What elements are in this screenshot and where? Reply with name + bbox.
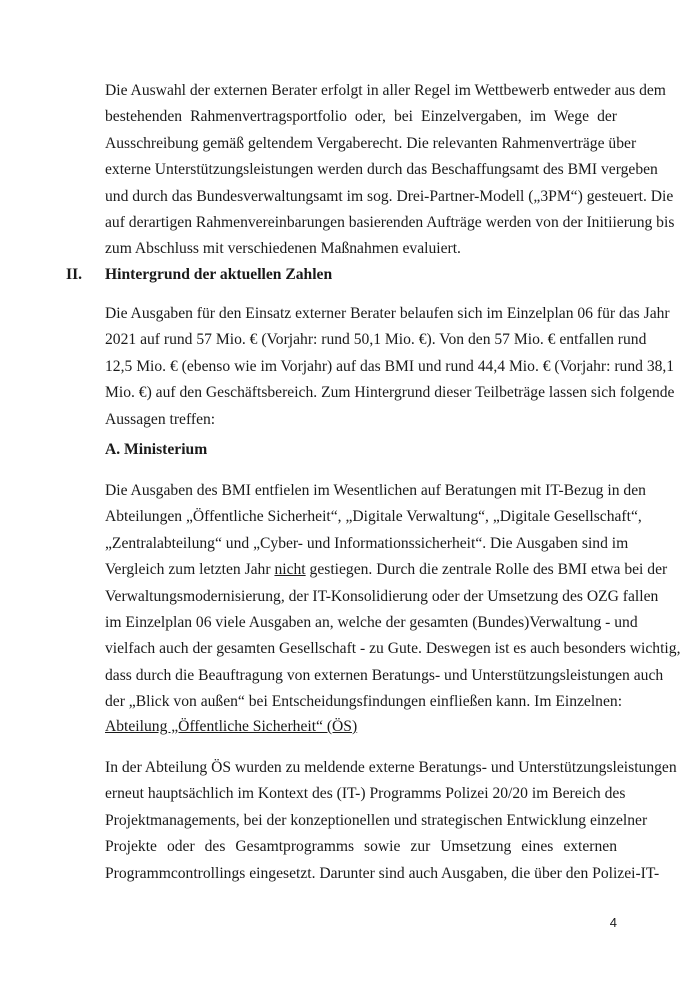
text-line: Projekte oder des Gesamtprogramms sowie zur Umsetzung eines externen xyxy=(105,838,617,856)
section-title: Hintergrund der aktuellen Zahlen xyxy=(105,266,333,283)
paragraph-ministry xyxy=(105,478,681,716)
text-line: Mio. €) auf den Geschäftsbereich. Zum Hintergrund dieser Teilbeträge lassen sich folgende xyxy=(105,384,675,402)
text-line: zum Abschluss mit verschiedenen Maßnahmen evaluiert. xyxy=(105,240,461,258)
text-line: Aussagen treffen: xyxy=(105,410,216,428)
text-line: dass durch die Beauftragung von externen Beratungs- und Unterstützungsleistungen auch xyxy=(105,666,664,684)
page-number: 4 xyxy=(609,915,617,930)
text-line: auf derartigen Rahmenvereinbarungen basierenden Aufträge werden von der Initiierung bis xyxy=(105,214,675,232)
text-line: externe Unterstützungsleistungen werden durch das Beschaffungsamt des BMI vergeben xyxy=(105,161,658,179)
text-line: bestehenden Rahmenvertragsportfolio oder, bei Einzelvergaben, im Wege der xyxy=(105,108,617,126)
text-line: Abteilungen „Öffentliche Sicherheit“, „Digitale Verwaltung“, „Digitale Gesellschaft“, xyxy=(105,508,642,526)
text-line: Die Auswahl der externen Berater erfolgt in aller Regel im Wettbewerb entweder aus dem xyxy=(105,82,666,99)
underlined-emphasis: nicht xyxy=(274,561,306,579)
text-line: In der Abteilung ÖS wurden zu meldende externe Beratungs- und Unterstützungsleistungen xyxy=(105,759,677,776)
text-line: im Einzelplan 06 viele Ausgaben an, welche der gesamten (Bundes)Verwaltung - und xyxy=(105,614,638,632)
text-line: 2021 auf rund 57 Mio. € (Vorjahr: rund 50,1 Mio. €). Von den 57 Mio. € entfallen rund xyxy=(105,331,647,349)
department-subheading: Abteilung „Öffentliche Sicherheit“ (ÖS) xyxy=(105,718,358,735)
text-fragment: Vergleich zum letzten Jahr xyxy=(105,561,275,579)
paragraph-expenditure-figures xyxy=(105,301,675,433)
paragraph-selection-process xyxy=(105,78,675,263)
text-line: Die Ausgaben des BMI entfielen im Wesentlichen auf Beratungen mit IT-Bezug in den xyxy=(105,482,646,499)
text-line: Projektmanagements, bei der konzeptionellen und strategischen Entwicklung einzelner xyxy=(105,811,648,829)
text-line: Die Ausgaben für den Einsatz externer Berater belaufen sich im Einzelplan 06 für das Jahr xyxy=(105,305,670,322)
text-line: und durch das Bundesverwaltungsamt im sog. Drei-Partner-Modell („3PM“) gesteuert. Die xyxy=(105,187,674,205)
text-line: vielfach auch der gesamten Gesellschaft - zu Gute. Deswegen ist es auch besonders wichtig, xyxy=(105,640,681,658)
subsection-title: A. Ministerium xyxy=(105,441,208,458)
text-line xyxy=(105,557,668,583)
text-line: Ausschreibung gemäß geltendem Vergaberecht. Die relevanten Rahmenverträge über xyxy=(105,134,637,152)
text-line: Programmcontrollings eingesetzt. Darunter sind auch Ausgaben, die über den Polizei-IT- xyxy=(105,864,660,882)
text-line: „Zentralabteilung“ und „Cyber- und Informationssicherheit“. Die Ausgaben sind im xyxy=(105,534,629,552)
paragraph-public-security xyxy=(105,755,677,887)
text-line: der „Blick von außen“ bei Entscheidungsfindungen einfließen kann. Im Einzelnen: xyxy=(105,693,623,711)
text-line: Verwaltungsmodernisierung, der IT-Konsolidierung oder der Umsetzung des OZG fallen xyxy=(105,587,659,605)
text-fragment: gestiegen. Durch die zentrale Rolle des BMI etwa bei der xyxy=(305,561,668,579)
section-number: II. xyxy=(66,266,83,283)
text-line: 12,5 Mio. € (ebenso wie im Vorjahr) auf das BMI und rund 44,4 Mio. € (Vorjahr: rund 38,1 xyxy=(105,357,675,375)
text-line: erneut hauptsächlich im Kontext des (IT-) Programms Polizei 20/20 im Bereich des xyxy=(105,785,626,803)
